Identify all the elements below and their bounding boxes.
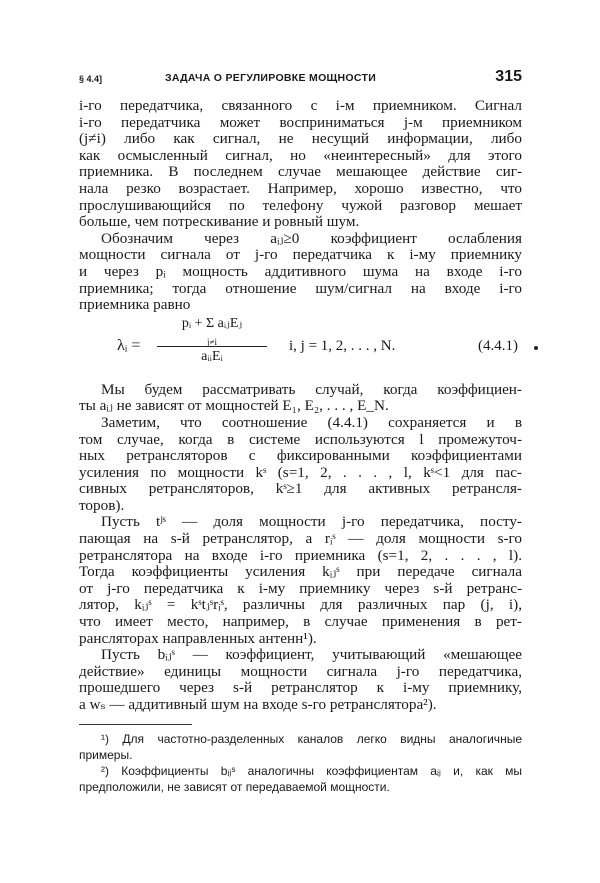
footnote-line: примеры. (79, 747, 133, 762)
text-line: как осмысленный сигнал, но «неинтересный» для этого (79, 146, 522, 164)
text-line: прослушивающийся по телефону чужой разговор мешает (79, 196, 522, 214)
text-line: пающая на s-й ретранслятор, а rᵢˢ — доля мощности s-го (79, 530, 522, 548)
paragraph-1 (79, 98, 522, 231)
paragraph-2 (79, 231, 522, 314)
footnote-text: Коэффициенты bᵢⱼˢ аналогичны коэффициентам aᵢⱼ и, как мы (121, 763, 522, 778)
paragraph-4 (79, 415, 522, 515)
text-line: торов). (79, 496, 125, 514)
text-line: мощности сигнала от j-го передатчика к i-му приемнику (79, 246, 522, 264)
footnote-line (79, 763, 522, 779)
page-number: 315 (495, 68, 522, 85)
text-line: от j-го передатчика к i-му приемнику через s-й ретранс- (79, 579, 522, 597)
sum-index: j≠i (207, 336, 217, 347)
text-line: лятор, kᵢⱼˢ = kˢtⱼˢrᵢˢ, различны для различных пар (j, i), (79, 596, 522, 614)
text-line: прошедшего через s-й ретранслятор к i-му приемнику, (79, 679, 522, 697)
running-header (79, 68, 522, 92)
text-line: Пусть bᵢⱼˢ — коэффициент, учитывающий «мешающее (101, 646, 522, 664)
text-line: приемника. В последнем случае мешающее действие сиг- (79, 163, 522, 181)
text-line: приемника равно (79, 296, 191, 314)
footnote-text: Для частотно-разделенных каналов легко видны аналогичные (122, 731, 522, 746)
text-line: i-го передатчика может восприниматься j-м приемником (79, 113, 522, 131)
equation-label: (4.4.1) (478, 337, 518, 354)
text-line: (j≠i) либо как сигнал, не несущий информации, либо (79, 130, 522, 148)
footnote-2 (79, 763, 522, 795)
denominator: aᵢᵢEᵢ (201, 348, 223, 364)
text-line: а wₛ — аддитивный шум на входе s-го ретранслятора²). (79, 696, 437, 713)
fraction (157, 316, 267, 366)
text-line: том случае, когда в системе используются l промежуточ- (79, 430, 522, 448)
text-line: нала резко возрастает. Например, хорошо известно, что (79, 179, 522, 197)
text-line: больше, чем потрескивание и ровный шум. (79, 213, 360, 231)
text-line: сивных ретрансляторов, kˢ≥1 для активных ретрансля- (79, 480, 522, 498)
footnote-rule (79, 724, 192, 725)
text-line: i-го передатчика, связанного с i-м приемником. Сигнал (79, 97, 522, 114)
numerator: pᵢ + Σ aᵢⱼEⱼ (181, 315, 243, 331)
footnote-marker: ²) (101, 763, 109, 778)
footnotes (79, 731, 522, 795)
text-line: Заметим, что соотношение (4.4.1) сохраняется и в (101, 413, 522, 431)
text-line: ты aᵢⱼ не зависят от мощностей E₁, E₂, . . . , E_N. (79, 397, 389, 415)
main-text (79, 98, 522, 714)
book-page (79, 68, 522, 795)
paragraph-3 (79, 382, 522, 415)
text-line: Пусть tʲˢ — доля мощности j-го передатчика, посту- (101, 513, 522, 531)
text-line: Мы будем рассматривать случай, когда коэффициен- (101, 380, 522, 398)
section-marker: § 4.4] (79, 74, 103, 84)
text-line: действие» единицы мощности сигнала j-го передатчика, (79, 662, 522, 680)
margin-dot (534, 346, 538, 350)
text-line: приемника; тогда отношение шум/сигнал на входе i-го (79, 279, 522, 297)
text-line: и через pᵢ мощность аддитивного шума на входе i-го (79, 262, 522, 280)
footnote-line (79, 731, 522, 747)
footnote-marker: ¹) (101, 731, 109, 746)
text-line: ных ретрансляторов с фиксированными коэффициентами (79, 447, 522, 465)
paragraph-5 (79, 514, 522, 647)
text-line: что имеет место, например, в случае применения в рет- (79, 613, 522, 631)
text-line: рансляторах направленных антенн¹). (79, 629, 317, 647)
footnote-1 (79, 731, 522, 763)
footnote-line: предположили, не зависят от передаваемой мощности. (79, 779, 390, 794)
text-line: усиления по мощности kˢ (s=1, 2, . . . , l, kˢ<1 для пас- (79, 463, 522, 481)
equation-4-4-1 (79, 316, 522, 378)
equation-lhs: λᵢ = (117, 336, 141, 354)
equation-condition: i, j = 1, 2, . . . , N. (289, 337, 396, 354)
text-line: Обозначим через aᵢⱼ≥0 коэффициент ослабления (101, 229, 522, 247)
text-line: Тогда коэффициенты усиления kᵢⱼˢ при передаче сигнала (79, 563, 522, 581)
text-line: ретранслятора на входе i-го приемника (s=1, 2, . . . , l). (79, 546, 522, 564)
paragraph-6 (79, 647, 522, 713)
running-title: ЗАДАЧА О РЕГУЛИРОВКЕ МОЩНОСТИ (165, 72, 377, 84)
